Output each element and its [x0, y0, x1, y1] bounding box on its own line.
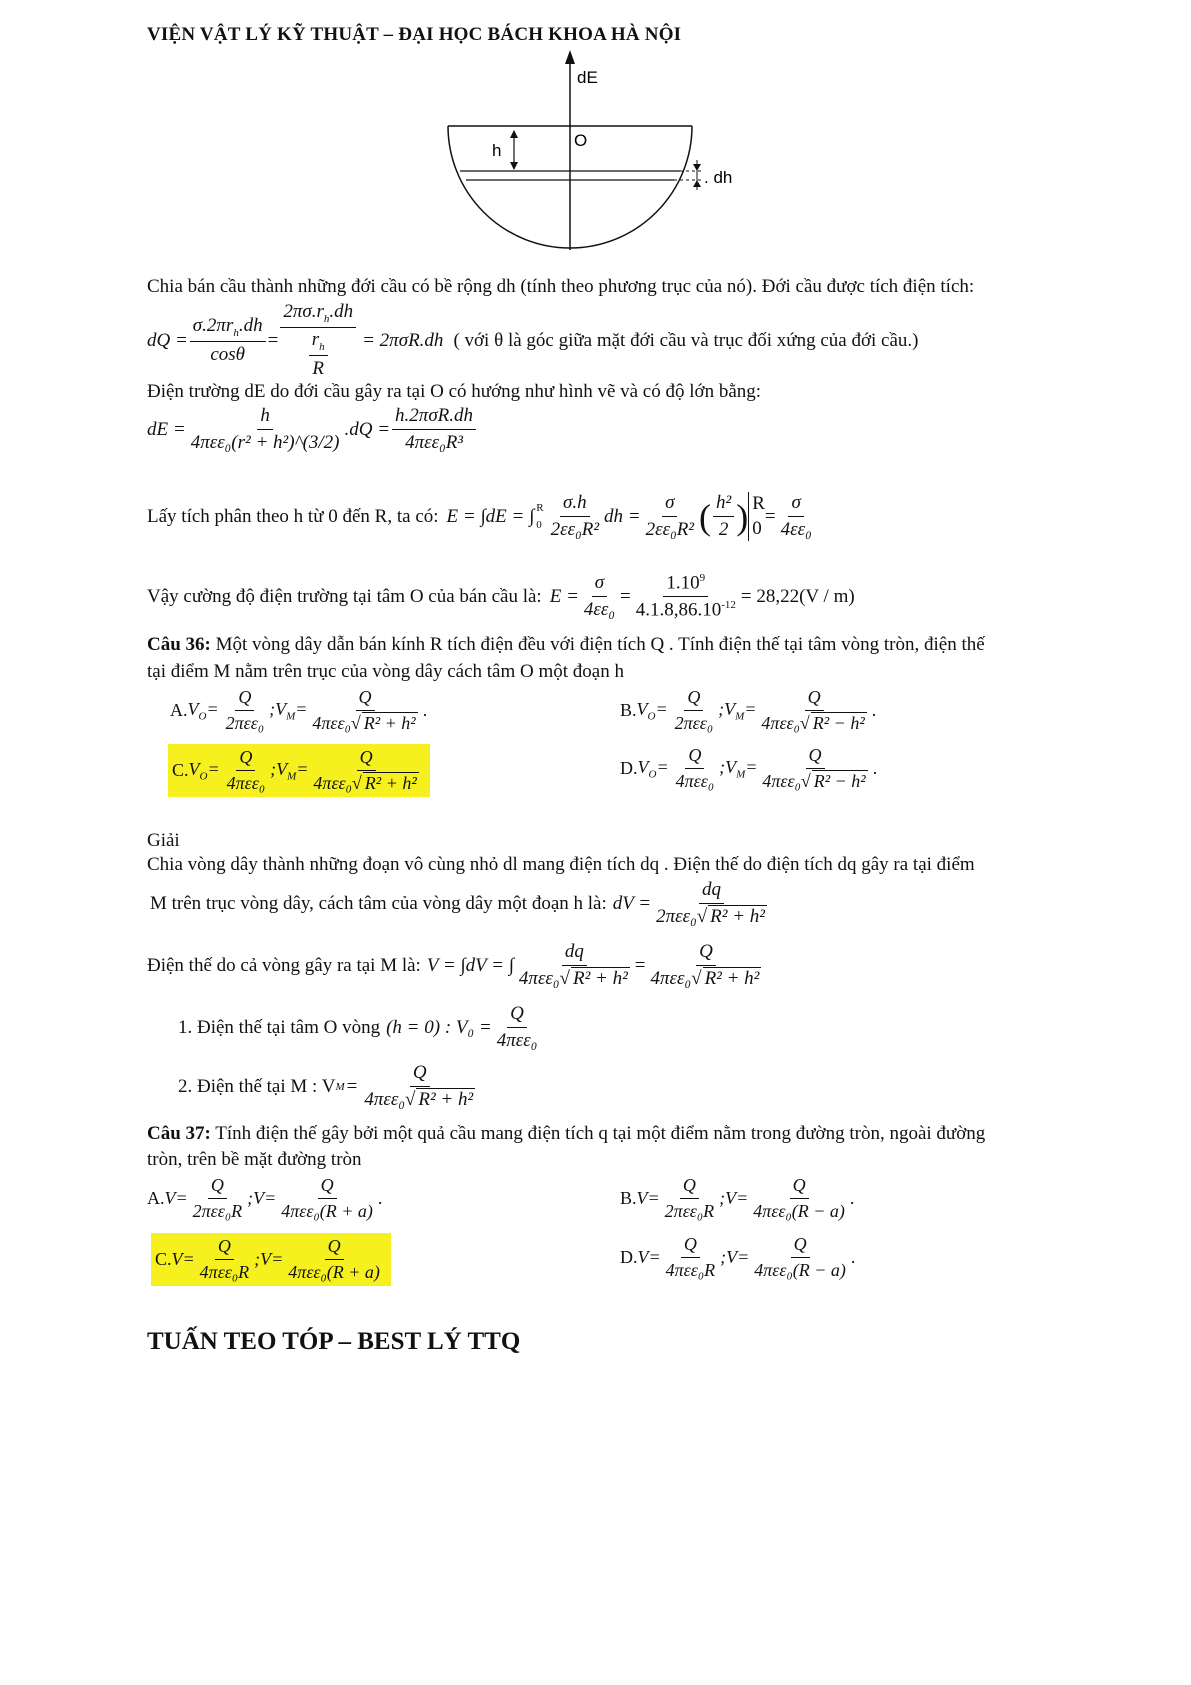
- solution-title: Giải: [147, 830, 180, 851]
- integral-line: Lấy tích phân theo h từ 0 đến R, ta có: E = ∫dE = ∫ R 0 $\frac{\sigma.h}{\text{2εε₀R²}}$ dh = $\frac{\sigma}{\text{2εε₀R²}}$ ( $\frac{\text{h²}}{2}$ ) R 0 = $\frac{\sigma}{\text{4εε₀}}$: [147, 491, 812, 540]
- eq2-frac-1: $\frac{h}{\text{4πεε₀(r² + h²)\textasciicircum{}(3/2)}}$: [190, 405, 340, 453]
- de-arrow-head: [565, 50, 575, 64]
- eq1-lhs: dQ =: [147, 329, 188, 351]
- solution-item-2: 2. Điện thế tại M : V M = $\frac{Q}{\text{4πεε₀√ R² + h²}}$: [178, 1062, 474, 1110]
- question-36: Câu 36: Một vòng dây dẫn bán kính R tích điện đều với điện tích Q . Tính điện thế tại tâm vòng tròn, điện thế: [147, 634, 985, 655]
- paragraph-zone-division: Chia bán cầu thành những đới cầu có bề rộng dh (tính theo phương trục của nó). Đới cầu được tích điện tích:: [147, 276, 975, 297]
- q37-option-b[interactable]: B. V= $\frac{Q}{\text{2πεε₀R}}$ ;V= $\frac{Q}{\text{4πεε₀(R − a)}}$ .: [620, 1175, 855, 1221]
- eq1-rhs: = 2πσR.dh: [362, 329, 444, 351]
- footer-signature: TUẤN TEO TÓP – BEST LÝ TTQ: [147, 1328, 521, 1355]
- paragraph-field-de: Điện trường dE do đới cầu gây ra tại O có hướng như hình vẽ và có độ lớn bằng:: [147, 381, 762, 402]
- paragraph-result: Vậy cường độ điện trường tại tâm O của bán cầu là:: [147, 585, 542, 607]
- eq1-frac-1: $\frac{\sigma.2\pi r_h.dh}{\cos\theta}$: [190, 316, 266, 366]
- q36-option-c-highlighted[interactable]: C. $V_O=$ $\frac{Q}{\text{4πεε₀}}$ $;V_M=$ $\frac{Q}{\text{4πεε₀√ R² + h²}}$: [168, 744, 430, 797]
- h-arrow-top: [510, 130, 518, 138]
- equation-dq: dQ = $\frac{\sigma.2\pi r_h.dh}{\cos\theta}$ = $\frac{2\pi\sigma.r_h.dh}{\frac{r_h}{R}}$ = 2πσR.dh ( với θ là góc giữa mặt đới cầu và trục đối xứng của đới cầu.): [147, 301, 919, 379]
- integral-limits: R 0: [536, 502, 544, 531]
- dh-arrow-down: [693, 164, 701, 171]
- label-o: O: [574, 131, 588, 150]
- field-result-line: Vậy cường độ điện trường tại tâm O của bán cầu là: E = $\frac{\sigma}{\text{4εε₀}}$ = $\frac{1.10^9}{4.1.8,86.10^{-12}}$ = 28,22(V / m): [147, 571, 855, 621]
- question-37-label: Câu 37:: [147, 1123, 211, 1144]
- solution-line-1: Chia vòng dây thành những đoạn vô cùng nhỏ dl mang điện tích dq . Điện thế do điện tích dq gây ra tại điểm: [147, 854, 975, 875]
- question-36-line2: tại điểm M nằm trên trục của vòng dây cách tâm O một đoạn h: [147, 661, 624, 682]
- hemisphere-figure: [440, 50, 770, 255]
- evaluation-bar: R 0: [748, 492, 765, 541]
- label-de: dE: [577, 68, 598, 87]
- eq1-note: ( với θ là góc giữa mặt đới cầu và trục đối xứng của đới cầu.): [453, 329, 919, 351]
- q36-option-a[interactable]: A. $V_O=$ $\frac{Q}{\text{2πεε₀}}$ $;V_M=$ $\frac{Q}{\text{4πεε₀√ R² + h²}}$ .: [170, 687, 428, 733]
- q36-option-b[interactable]: B. $V_O=$ $\frac{Q}{\text{2πεε₀}}$ $;V_M=$ $\frac{Q}{\text{4πεε₀√ R² − h²}}$ .: [620, 687, 877, 733]
- question-36-label: Câu 36:: [147, 634, 211, 655]
- solution-dv-line: M trên trục vòng dây, cách tâm của vòng dây một đoạn h là: dV = $\frac{dq}{\text{2πεε₀√ R² + h²}}$: [150, 879, 765, 927]
- field-value: = 28,22(V / m): [740, 585, 855, 607]
- q37-option-a[interactable]: A. V= $\frac{Q}{\text{2πεε₀R}}$ ;V= $\frac{Q}{\text{4πεε₀(R + a)}}$ .: [147, 1175, 383, 1221]
- q36-option-d[interactable]: D. $V_O=$ $\frac{Q}{\text{4πεε₀}}$ $;V_M=$ $\frac{Q}{\text{4πεε₀√ R² − h²}}$ .: [620, 745, 878, 791]
- label-dh: . dh: [704, 168, 733, 187]
- solution-item-1: 1. Điện thế tại tâm O vòng (h = 0) : V₀ = $\frac{Q}{\text{4πεε₀}}$: [178, 1003, 538, 1051]
- solution-v-line: Điện thế do cả vòng gây ra tại M là: V = ∫dV = ∫ $\frac{dq}{\text{4πεε₀√ R² + h²}}$ = $\frac{Q}{\text{4πεε₀√ R² + h²}}$: [147, 941, 760, 989]
- paragraph-integral: Lấy tích phân theo h từ 0 đến R, ta có:: [147, 505, 439, 527]
- question-37-line2: tròn, trên bề mặt đường tròn: [147, 1149, 362, 1170]
- institute-header: VIỆN VẬT LÝ KỸ THUẬT – ĐẠI HỌC BÁCH KHOA HÀ NỘI: [147, 24, 682, 45]
- eq1-frac-2: $\frac{2\pi\sigma.r_h.dh}{\frac{r_h}{R}}$: [280, 302, 356, 380]
- dh-arrow-up: [693, 180, 701, 187]
- equation-de: dE = $\frac{h}{\text{4πεε₀(r² + h²)\textasciicircum{}(3/2)}}$ .dQ = $\frac{\text{h.2πσR.dh}}{\text{4πεε₀R³}}$: [147, 406, 478, 454]
- eq2-frac-2: $\frac{\text{h.2πσR.dh}}{\text{4πεε₀R³}}$: [392, 406, 476, 454]
- question-37: Câu 37: Tính điện thế gây bởi một quả cầu mang điện tích q tại một điểm nằm trong đường tròn, ngoài đường: [147, 1123, 986, 1144]
- h-arrow-bottom: [510, 162, 518, 170]
- q37-option-c-highlighted[interactable]: C. V= $\frac{Q}{\text{4πεε₀R}}$ ;V= $\frac{Q}{\text{4πεε₀(R + a)}}$: [151, 1233, 391, 1286]
- q37-option-d[interactable]: D. V= $\frac{Q}{\text{4πεε₀R}}$ ;V= $\frac{Q}{\text{4πεε₀(R − a)}}$ .: [620, 1234, 856, 1280]
- label-h: h: [492, 141, 502, 160]
